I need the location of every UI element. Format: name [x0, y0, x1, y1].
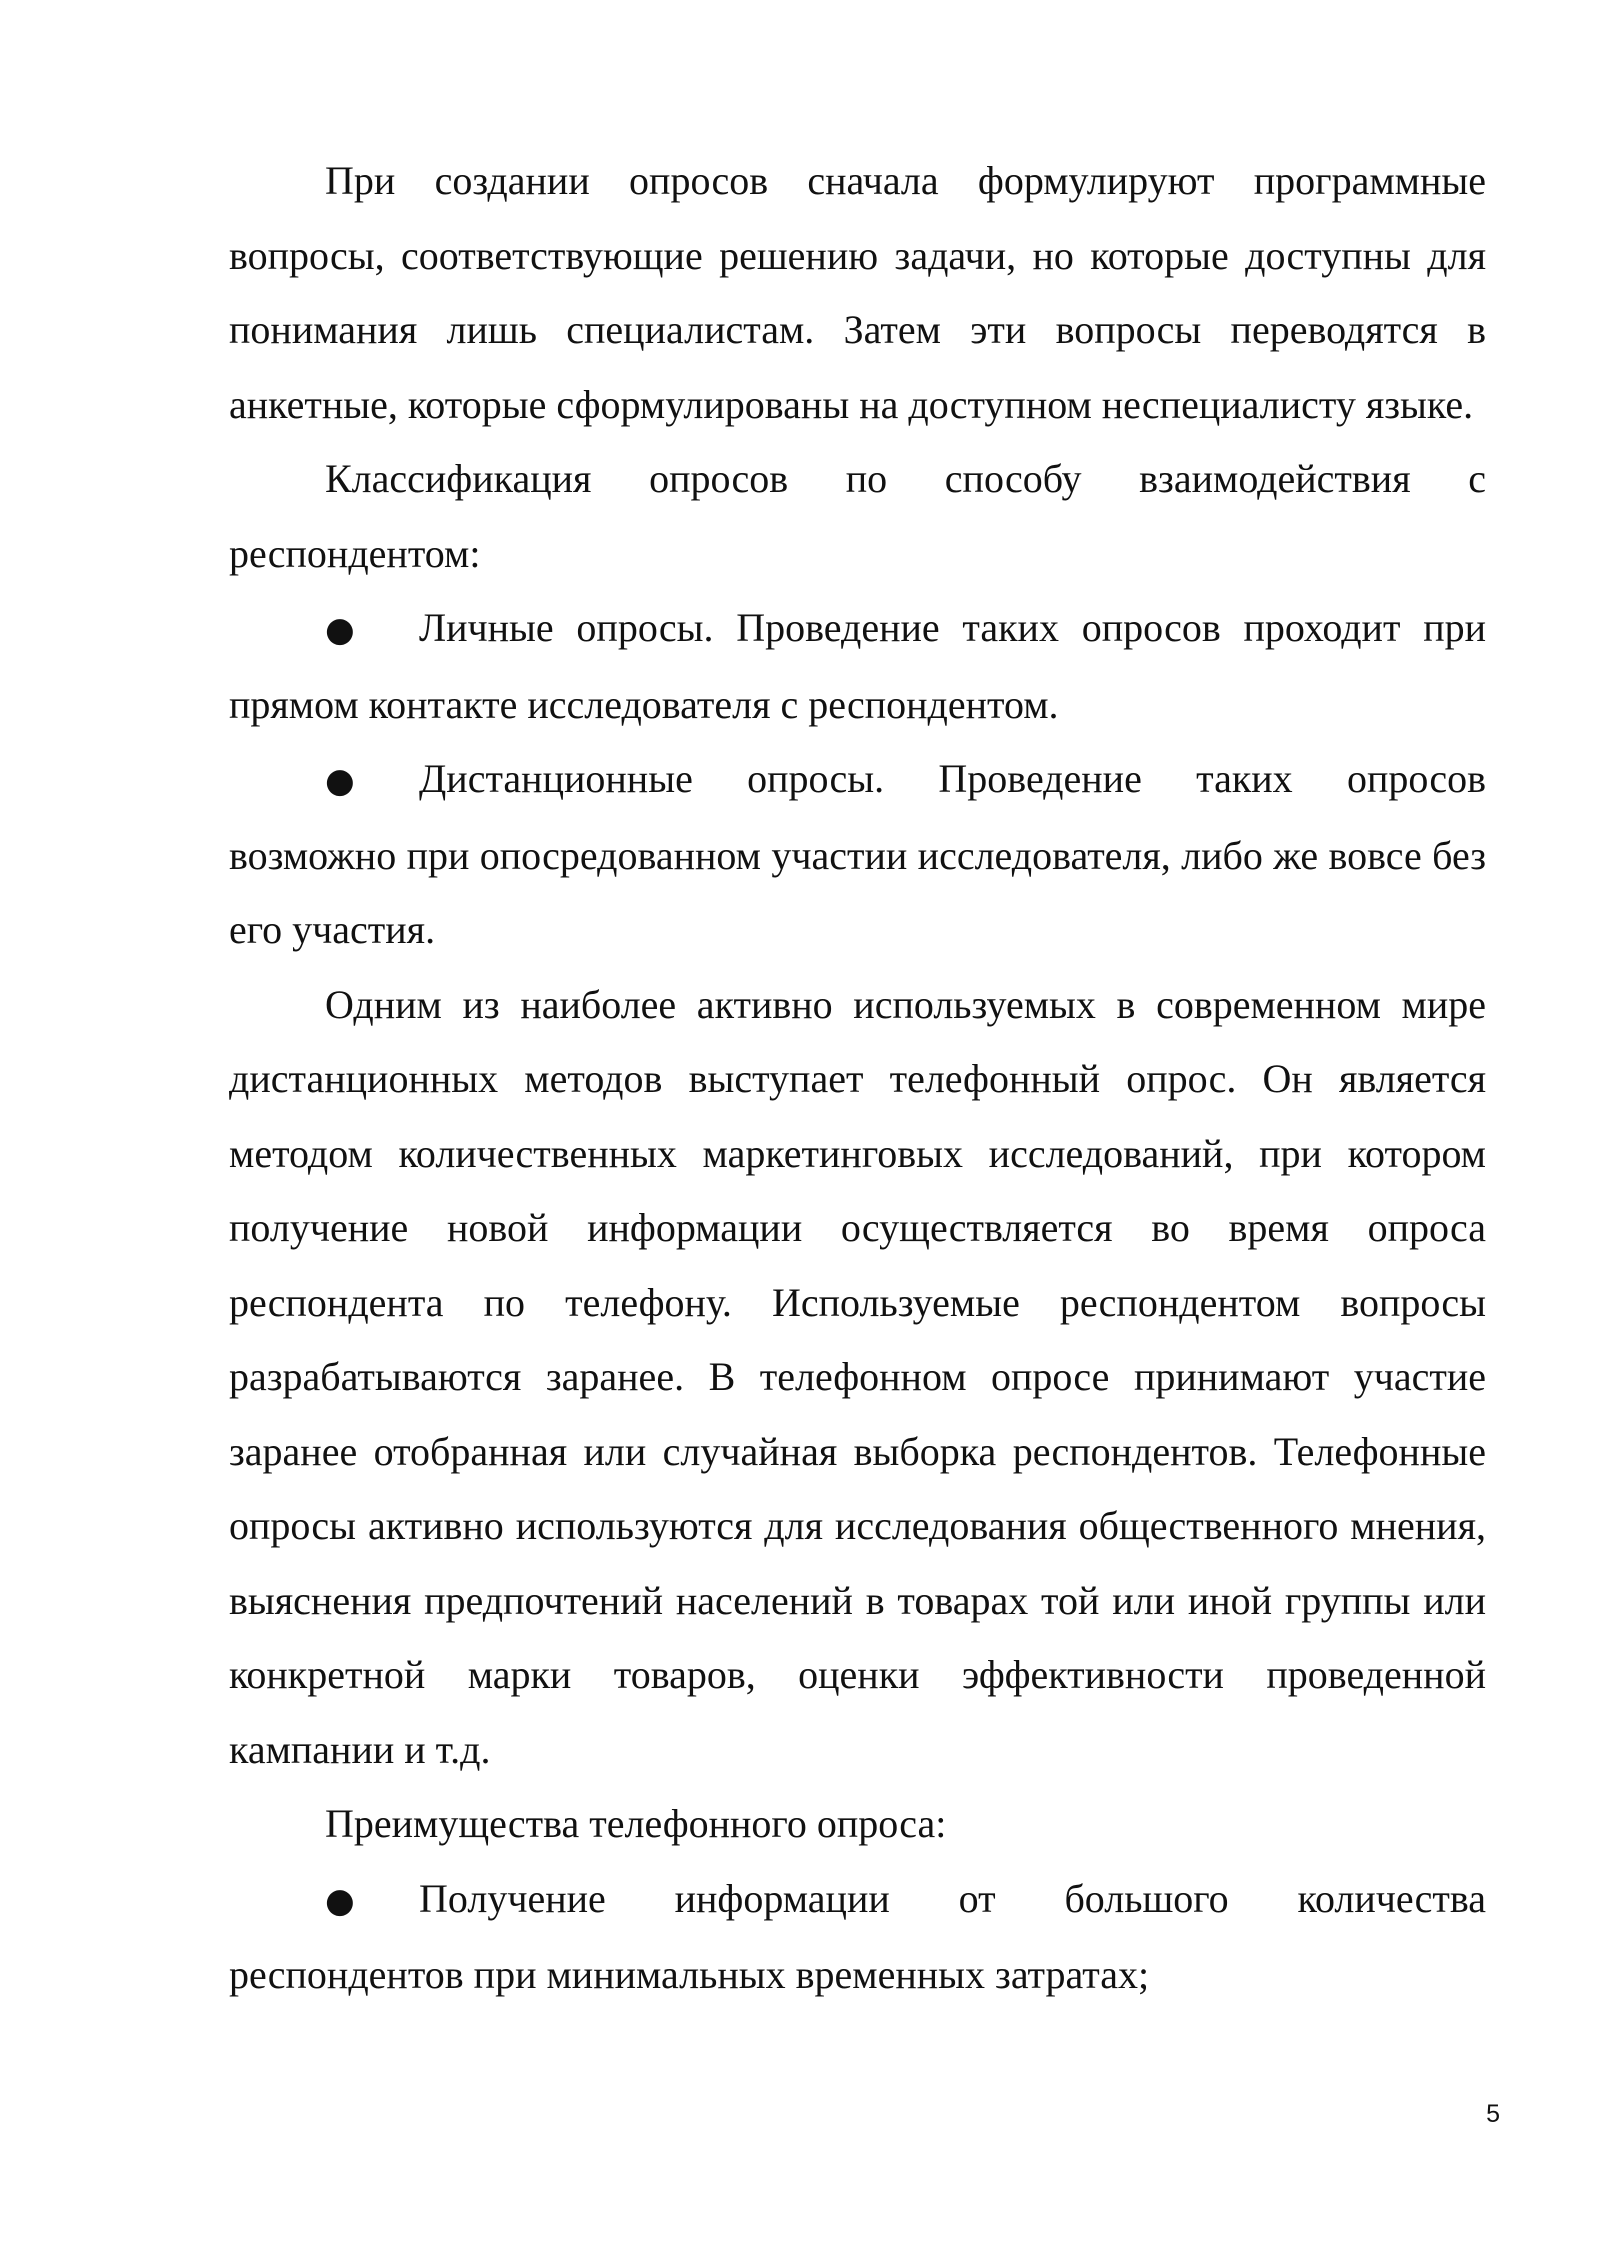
bullet-text: Дистанционные опросы. Проведение таких опросов возможно при опосредованном участии исследователя, либо же вовсе без его участия. — [229, 756, 1486, 952]
advantages-heading: Преимущества телефонного опроса: — [325, 1801, 947, 1846]
bullet-icon: ● — [325, 610, 355, 650]
page-number: 5 — [1486, 2100, 1500, 2128]
telephone-survey-paragraph: Одним из наиболее активно используемых в современном мире дистанционных методов выступает телефонный опрос. Он является методом количественных маркетинговых исследований, при котором получение новой информации осуществляется во время опроса респондента по телефону. Используемые респондентом вопросы разрабатываются заранее. В телефонном опросе принимают участие заранее отобранная или случайная выборка респондентов. Телефонные опросы активно используются для исследования общественного мнения, выяснения предпочтений населений в товарах той или иной группы или конкретной марки товаров, оценки эффективности проведенной кампании и т.д. — [229, 981, 1486, 1772]
bullet-item-remote-surveys — [229, 742, 1486, 968]
classification-paragraph: Классификация опросов по способу взаимодействия с респондентом: — [229, 456, 1486, 576]
bullet-icon: ● — [325, 1880, 355, 1921]
bullet-text: Личные опросы. Проведение таких опросов проходит при прямом контакте исследователя с респондентом. — [229, 605, 1486, 727]
bullet-text: Получение информации от большого количества респондентов при минимальных временных затратах; — [229, 1875, 1486, 1997]
bullet-item-advantage-1 — [229, 1862, 1486, 2013]
bullet-icon: ● — [325, 761, 355, 801]
bullet-item-personal-surveys — [229, 591, 1486, 742]
page-body — [229, 144, 1486, 2013]
intro-paragraph: При создании опросов сначала формулируют программные вопросы, соответствующие решению задачи, но которые доступны для понимания лишь специалистам. Затем эти вопросы переводятся в анкетные, которые сформулированы на доступном неспециалисту языке. — [229, 158, 1486, 427]
